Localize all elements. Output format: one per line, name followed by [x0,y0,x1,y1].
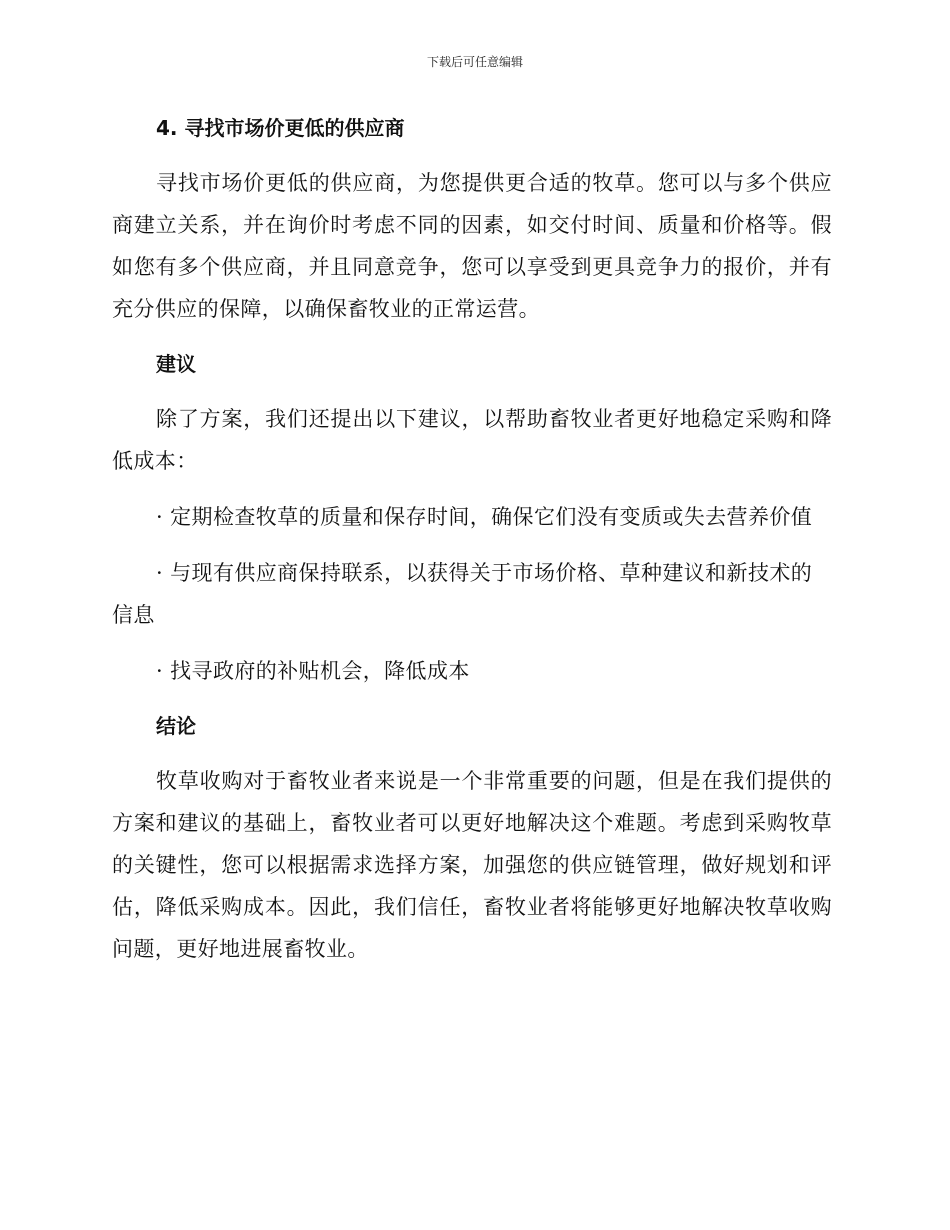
paragraph-conclusion: 牧草收购对于畜牧业者来说是一个非常重要的问题，但是在我们提供的方案和建议的基础上，畜牧业者可以更好地解决这个难题。考虑到采购牧草的关键性，您可以根据需求选择方案，加强您的供应链管理，做好规划和评估，降低采购成本。因此，我们信任，畜牧业者将能够更好地解决牧草收购问题，更好地进展畜牧业。 [112,769,832,961]
section-heading-suggestions: 建议 [156,352,196,376]
list-item: · 定期检查牧草的质量和保存时间，确保它们没有变质或失去营养价值 [156,505,813,529]
paragraph-suggestions-intro: 除了方案，我们还提出以下建议，以帮助畜牧业者更好地稳定采购和降低成本： [112,407,832,473]
document-body [112,108,832,970]
page-header: 下载后可任意编辑 [426,55,523,69]
list-item: · 与现有供应商保持联系，以获得关于市场价格、草种建议和新技术的信息 [112,561,813,627]
paragraph-supplier: 寻找市场价更低的供应商，为您提供更合适的牧草。您可以与多个供应商建立关系，并在询价时考虑不同的因素，如交付时间、质量和价格等。假如您有多个供应商，并且同意竞争，您可以享受到更具竞争力的报价，并有充分供应的保障，以确保畜牧业的正常运营。 [112,171,832,321]
section-heading-conclusion: 结论 [156,714,196,738]
section-heading-supplier: 4. 寻找市场价更低的供应商 [156,116,405,140]
list-item: · 找寻政府的补贴机会，降低成本 [156,659,470,683]
